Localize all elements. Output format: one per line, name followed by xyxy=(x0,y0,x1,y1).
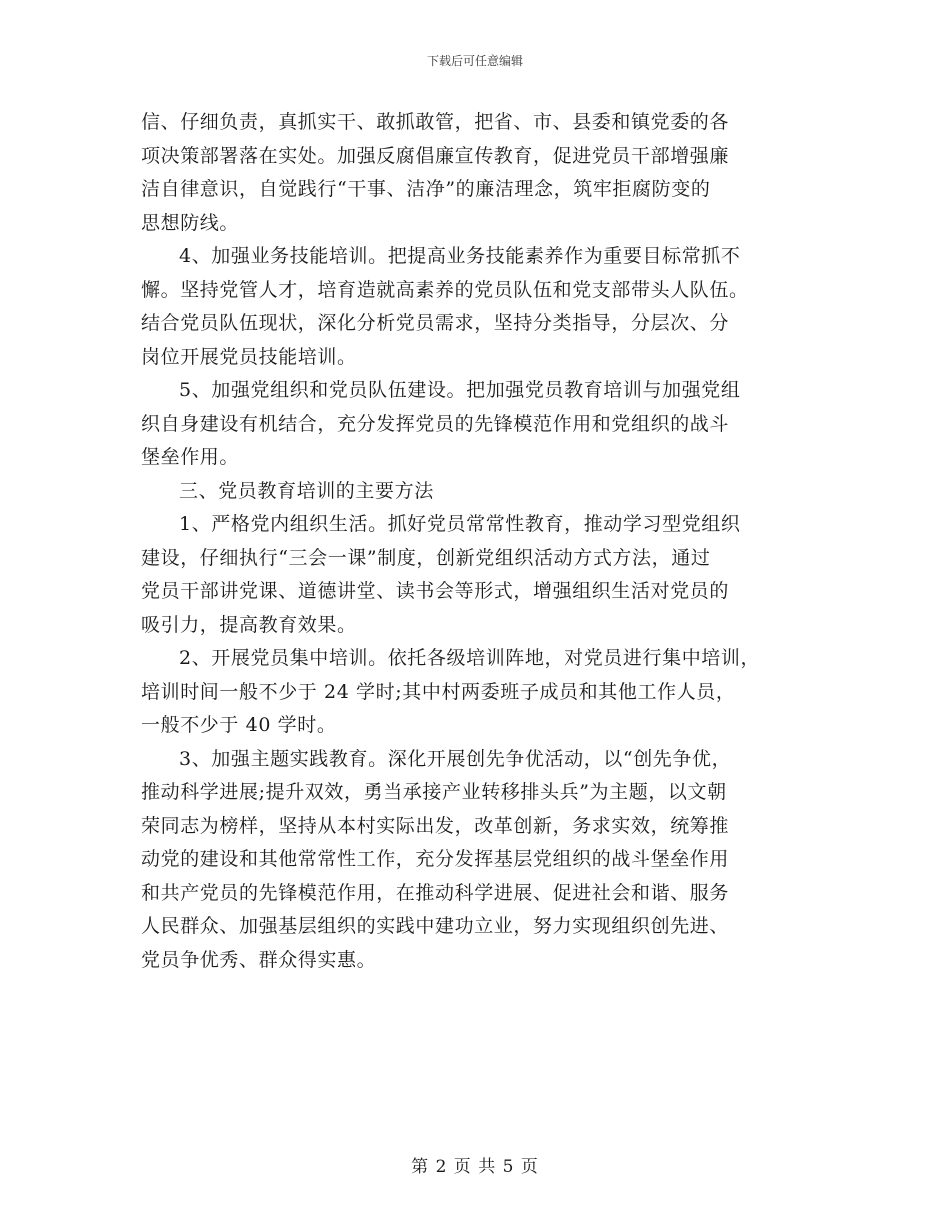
paragraph-p-continued xyxy=(141,106,821,240)
page-footer: 第 2 页 共 5 页 xyxy=(411,1157,539,1177)
text-line: 和共产党员的先锋模范作用，在推动科学进展、促进社会和谐、服务 xyxy=(141,881,730,904)
document-body xyxy=(141,106,821,977)
paragraph-p-m3 xyxy=(141,743,821,978)
paragraph-p-m2 xyxy=(141,642,821,743)
text-line: 岗位开展党员技能培训。 xyxy=(141,345,357,368)
text-line: 培训时间一般不少于 24 学时;其中村两委班子成员和其他工作人员， xyxy=(141,680,736,703)
text-line: 建设，仔细执行“三会一课”制度，创新党组织活动方式方法，通过 xyxy=(141,546,711,569)
text-line: 堡垒作用。 xyxy=(141,446,240,468)
text-line: 织自身建设有机结合，充分发挥党员的先锋模范作用和党组织的战斗 xyxy=(141,412,730,435)
text-line: 1、严格党内组织生活。抓好党员常常性教育，推动学习型党组织 xyxy=(179,513,741,535)
text-line: 荣同志为榜样，坚持从本村实际出发，改革创新，务求实效，统筹推 xyxy=(141,814,730,837)
text-line: 动党的建设和其他常常性工作，充分发挥基层党组织的战斗堡垒作用 xyxy=(141,848,730,870)
paragraph-p-heading-3 xyxy=(141,475,821,509)
text-line: 一般不少于 40 学时。 xyxy=(141,714,337,736)
text-line: 结合党员队伍现状，深化分析党员需求，坚持分类指导，分层次、分 xyxy=(141,312,730,334)
text-line: 洁自律意识，自觉践行“干事、洁净”的廉洁理念，筑牢拒腐防变的 xyxy=(141,178,711,200)
paragraph-p-m1 xyxy=(141,508,821,642)
paragraph-p-4 xyxy=(141,240,821,374)
text-line: 3、加强主题实践教育。深化开展创先争优活动，以“创先争优， xyxy=(179,747,732,770)
text-line: 项决策部署落在实处。加强反腐倡廉宣传教育，促进党员干部增强廉 xyxy=(141,144,730,167)
text-line: 推动科学进展;提升双效，勇当承接产业转移排头兵”为主题，以文朝 xyxy=(141,781,727,803)
text-line: 三、党员教育培训的主要方法 xyxy=(179,479,434,502)
text-line: 信、仔细负责，真抓实干、敢抓敢管，把省、市、县委和镇党委的各 xyxy=(141,111,730,133)
text-line: 吸引力，提高教育效果。 xyxy=(141,613,357,636)
text-line: 懈。坚持党管人才，培育造就高素养的党员队伍和党支部带头人队伍。 xyxy=(141,278,749,301)
text-line: 2、开展党员集中培训。依托各级培训阵地，对党员进行集中培训， xyxy=(179,647,761,669)
paragraph-p-5 xyxy=(141,374,821,475)
text-line: 5、加强党组织和党员队伍建设。把加强党员教育培训与加强党组 xyxy=(179,379,741,401)
text-line: 党员干部讲党课、道德讲堂、读书会等形式，增强组织生活对党员的 xyxy=(141,580,730,602)
text-line: 4、加强业务技能培训。把提高业务技能素养作为重要目标常抓不 xyxy=(179,245,741,267)
text-line: 人民群众、加强基层组织的实践中建功立业，努力实现组织创先进、 xyxy=(141,915,730,937)
text-line: 党员争优秀、群众得实惠。 xyxy=(141,948,377,971)
text-line: 思想防线。 xyxy=(141,211,240,234)
page-header: 下载后可任意编辑 xyxy=(426,54,523,68)
